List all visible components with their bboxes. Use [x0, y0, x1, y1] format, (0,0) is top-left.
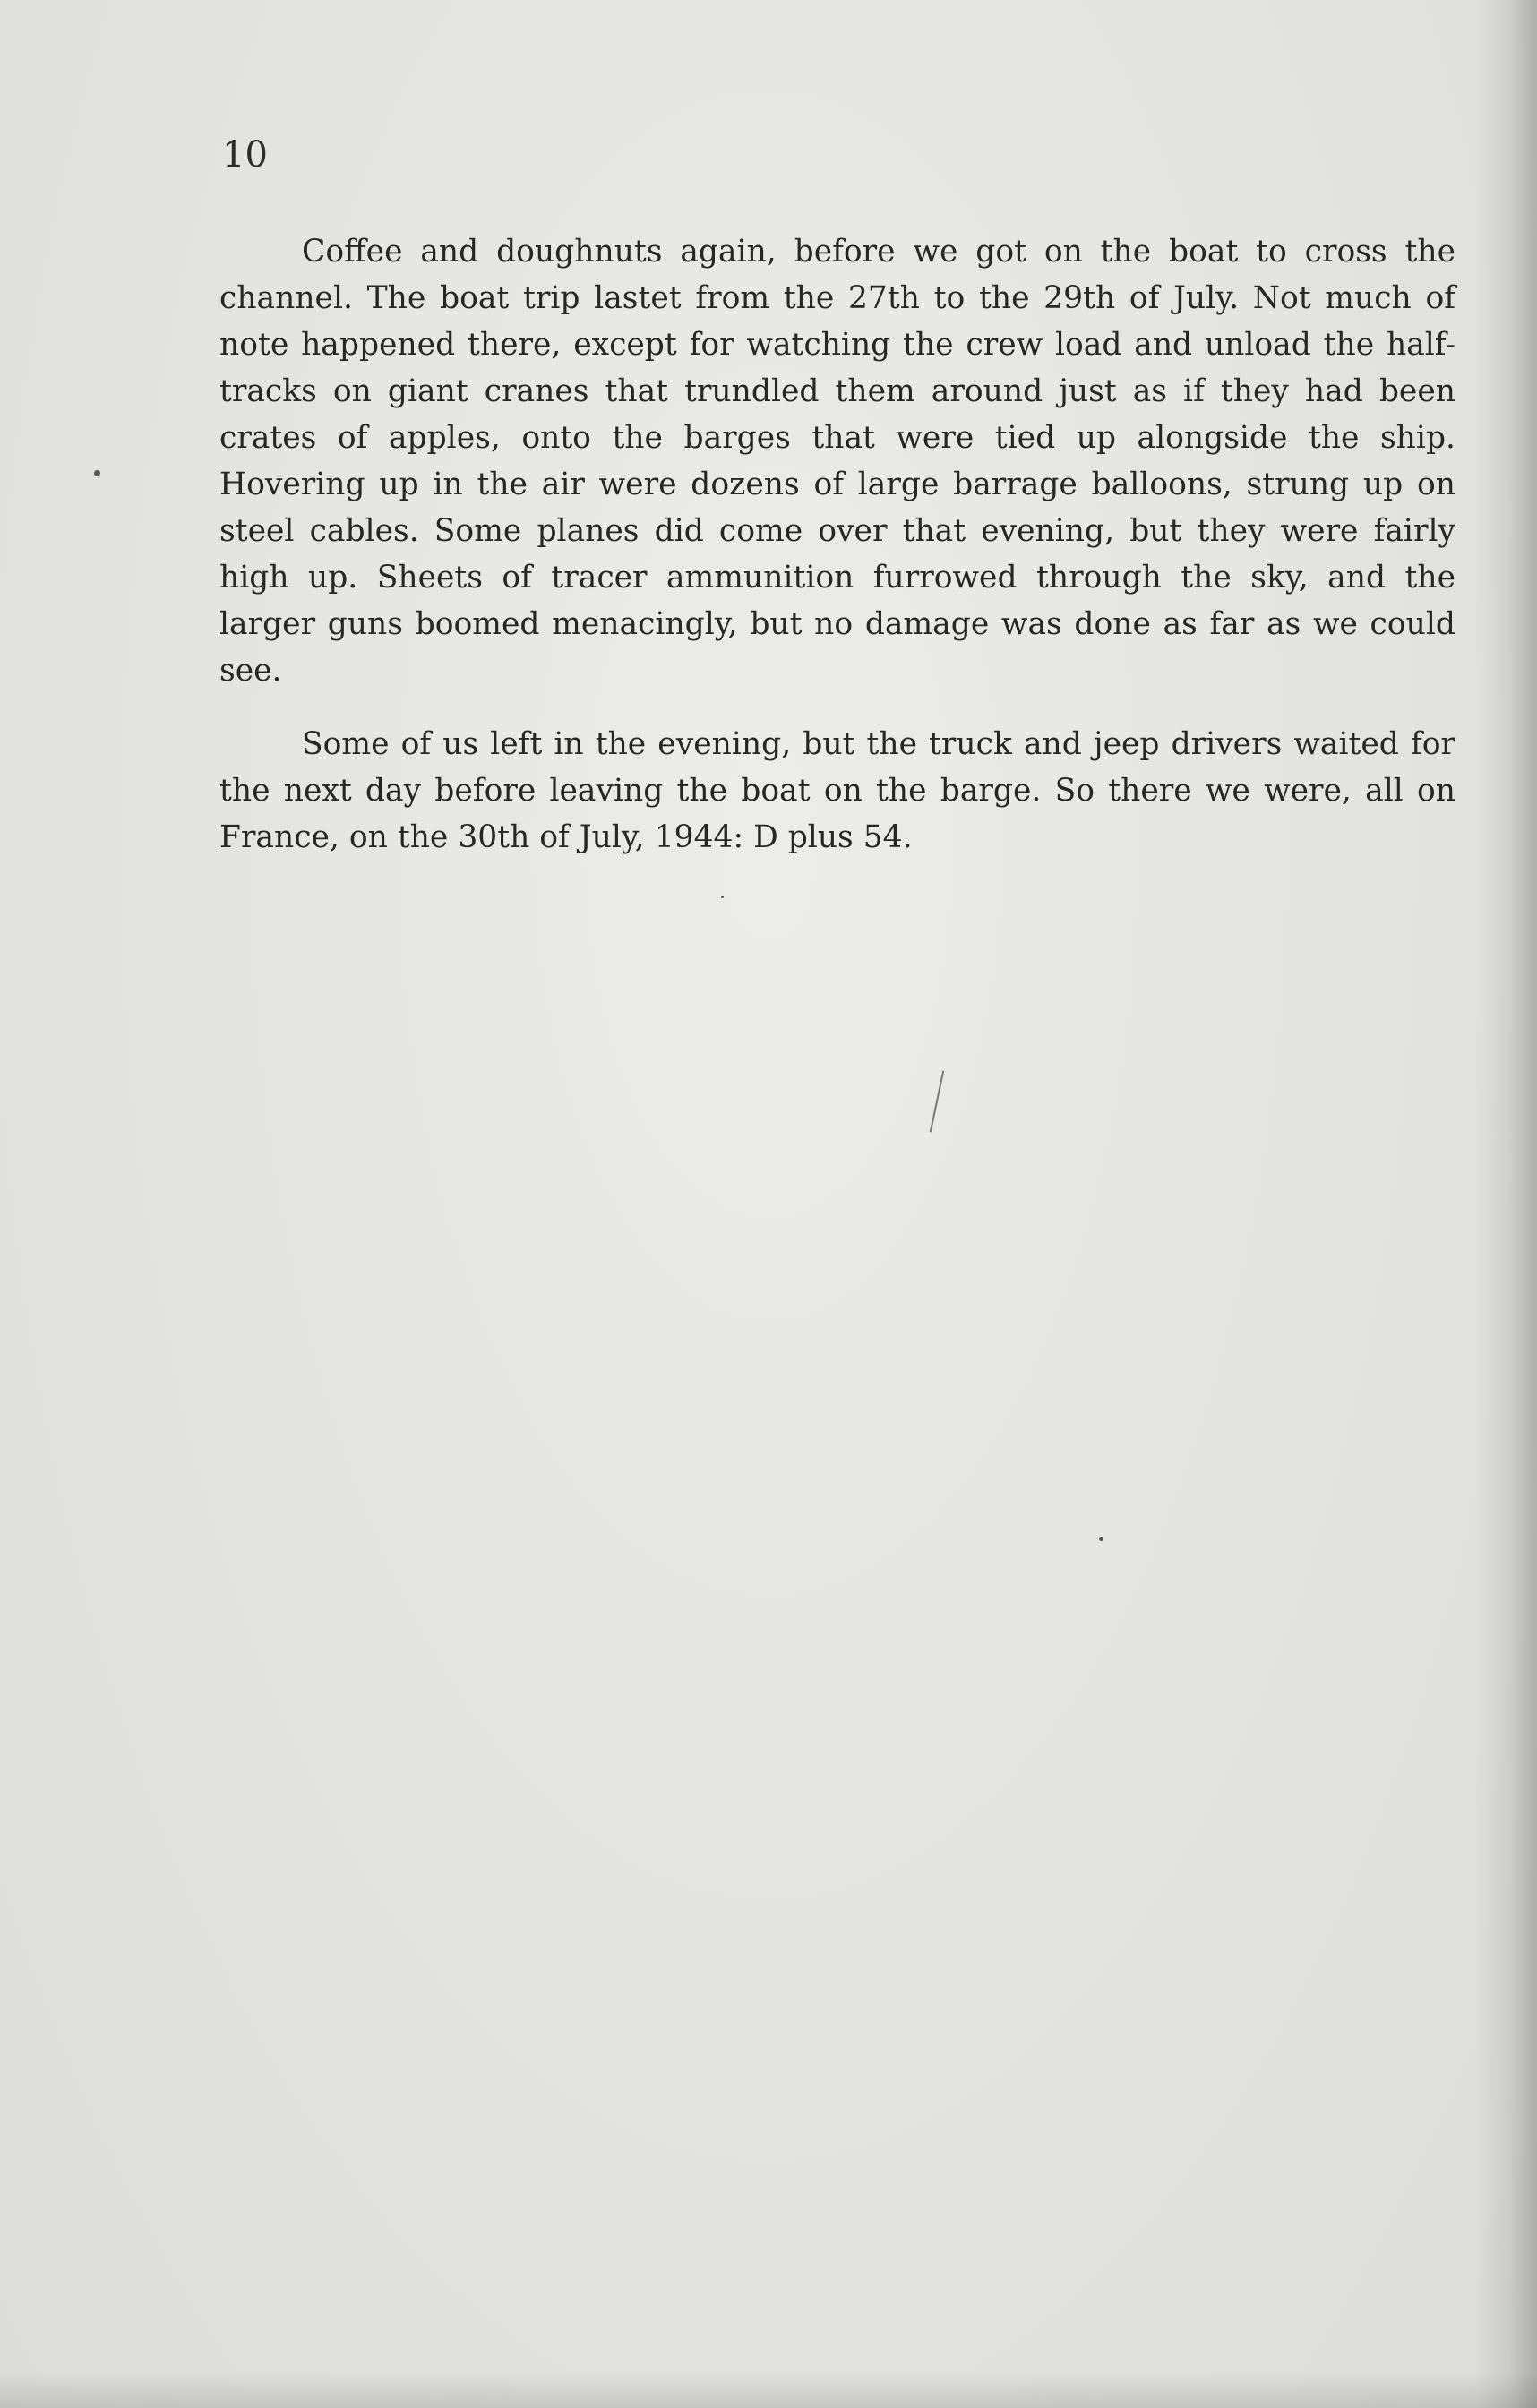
page-bottom-shadow: [0, 2372, 1537, 2408]
body-text: [219, 228, 1455, 887]
print-speck: [721, 896, 724, 898]
paper-scratch: [930, 1071, 945, 1133]
print-speck: [94, 470, 100, 476]
page-number: 10: [222, 134, 268, 176]
paragraph: Some of us left in the evening, but the truck and jeep drivers waited for the next day before leaving the boat on the barge. So there we were, all on France, on the 30th of July, 1944: D plus 54.: [219, 726, 1455, 855]
print-speck: [1099, 1537, 1103, 1541]
page-edge-shadow: [1474, 0, 1537, 2408]
paragraph: Coffee and doughnuts again, before we got on the boat to cross the channel. The boat trip lastet from the 27th to the 29th of July. Not much of note happened there, except for watching the crew load and unload the half-tracks on giant cranes that trundled them around just as if they had been crates of apples, onto the barges that were tied up alongside the ship. Hovering up in the air were dozens of large barrage balloons, strung up on steel cables. Some planes did come over that evening, but they were fairly high up. Sheets of tracer ammunition furrowed through the sky, and the larger guns boomed menacingly, but no damage was done as far as we could see.: [219, 234, 1455, 689]
